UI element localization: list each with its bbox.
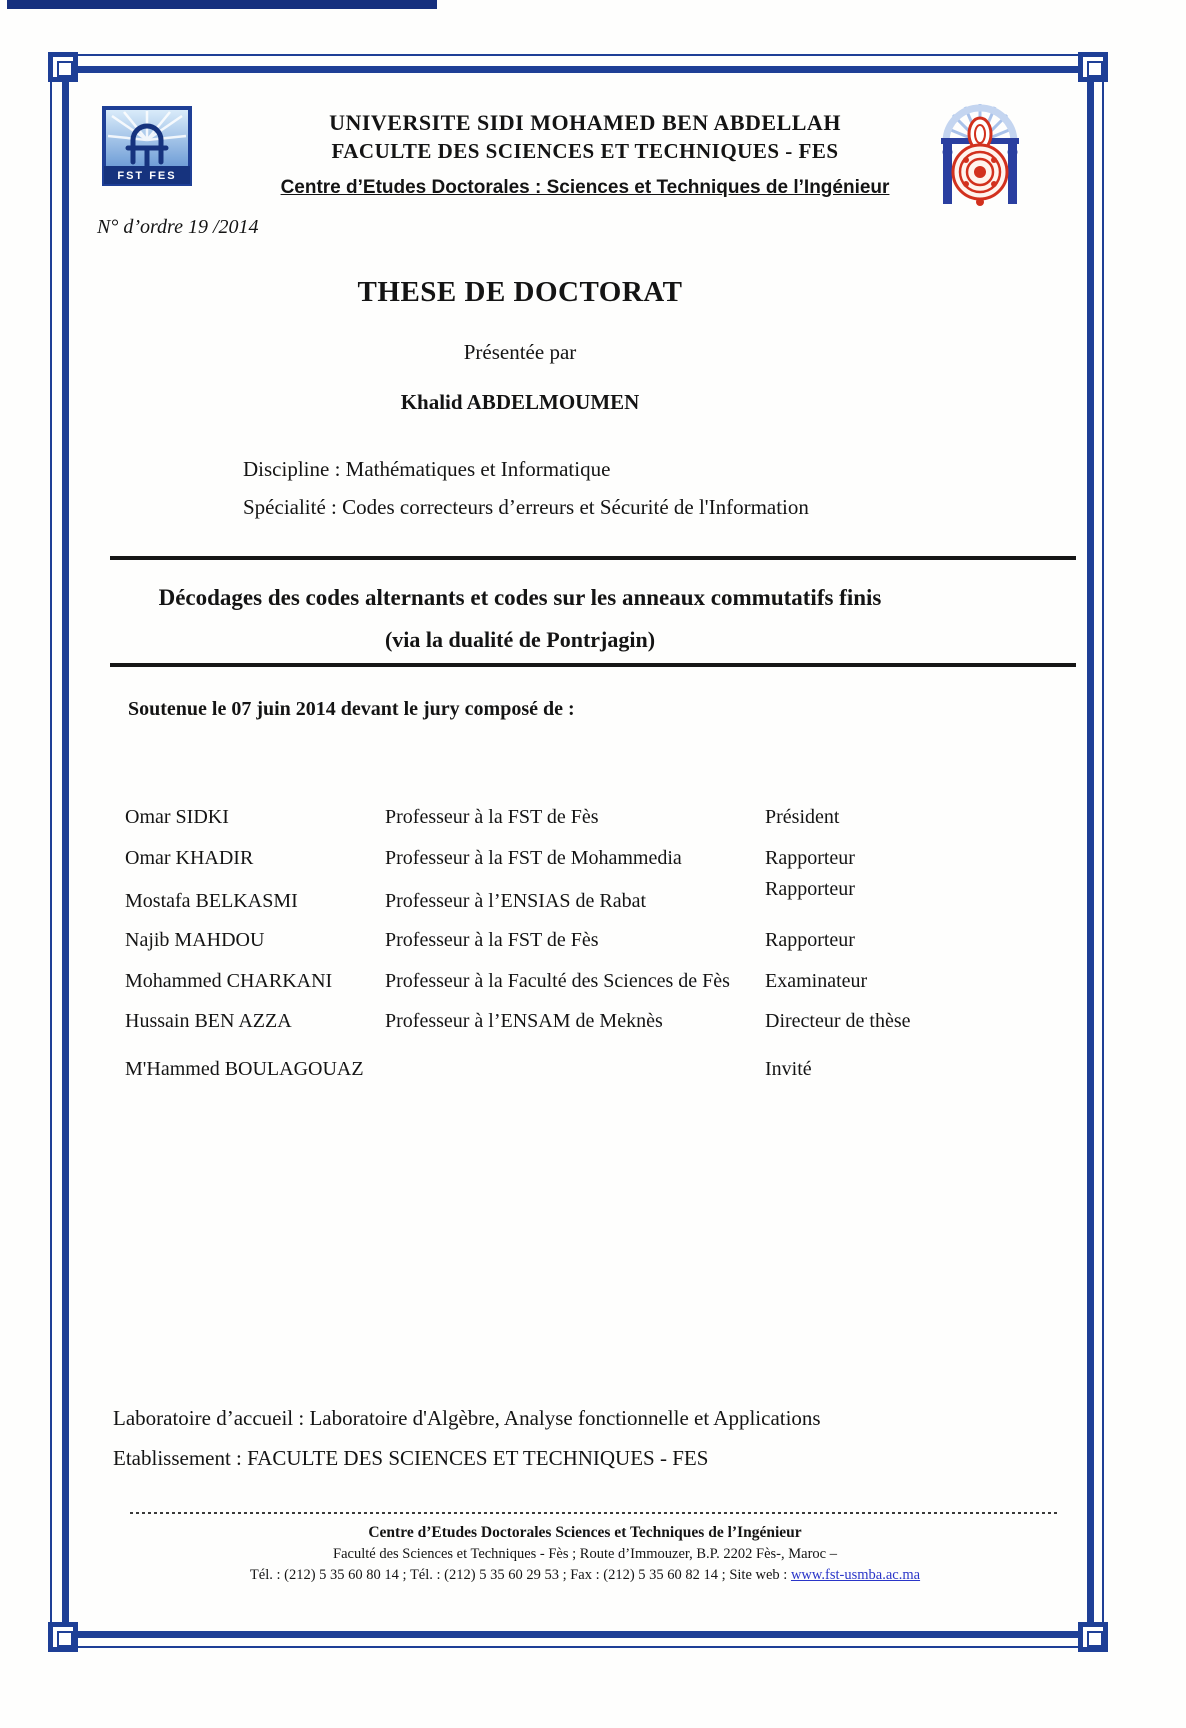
jury-member-role: Rapporteur xyxy=(765,878,855,900)
jury-member-name: Omar SIDKI xyxy=(125,806,229,828)
scan-top-strip xyxy=(7,0,437,9)
jury-member-name: Mostafa BELKASMI xyxy=(125,890,298,912)
document-type-title: THESE DE DOCTORAT xyxy=(357,276,683,308)
frame-corner-ornament xyxy=(48,52,78,82)
jury-member-role: Rapporteur xyxy=(765,847,855,869)
footer-block xyxy=(70,1524,1100,1584)
jury-row xyxy=(0,1058,1186,1088)
thesis-title-line2: (via la dualité de Pontrjagin) xyxy=(384,627,656,652)
title-rule-top xyxy=(110,556,1076,560)
thesis-title-line1: Décodages des codes alternants et codes sur les anneaux commutatifs finis xyxy=(158,585,882,610)
laboratory-block xyxy=(113,1398,821,1478)
jury-member-affiliation: Professeur à l’ENSIAS de Rabat xyxy=(385,890,647,912)
jury-row xyxy=(0,847,1186,877)
discipline-block xyxy=(243,450,809,526)
jury-member-affiliation: Professeur à l’ENSAM de Meknès xyxy=(385,1010,663,1032)
footer-center-name: Centre d’Etudes Doctorales Sciences et Techniques de l’Ingénieur xyxy=(368,1524,802,1541)
fst-logo-caption: FST FES xyxy=(117,170,177,182)
frame-corner-ornament xyxy=(1078,1622,1108,1652)
jury-row xyxy=(0,1010,1186,1040)
jury-row xyxy=(0,878,1186,920)
footer-contacts xyxy=(70,1567,1100,1584)
jury-row xyxy=(0,929,1186,959)
frame-corner-ornament xyxy=(1078,52,1108,82)
jury-member-affiliation: Professeur à la FST de Mohammedia xyxy=(385,847,682,869)
jury-member-affiliation: Professeur à la Faculté des Sciences de Fès xyxy=(385,970,730,992)
jury-member-name: Omar KHADIR xyxy=(125,847,254,869)
faculty-name: FACULTE DES SCIENCES ET TECHNIQUES - FES xyxy=(331,139,839,163)
specialty-line: Spécialité : Codes correcteurs d’erreurs et Sécurité de l'Information xyxy=(243,495,809,519)
order-number: N° d’ordre 19 /2014 xyxy=(97,216,259,238)
jury-member-name: Najib MAHDOU xyxy=(125,929,265,951)
discipline-line: Discipline : Mathématiques et Informatique xyxy=(243,457,611,481)
title-rule-bottom xyxy=(110,663,1076,667)
website-link[interactable]: www.fst-usmba.ac.ma xyxy=(790,1567,921,1583)
jury-member-role: Examinateur xyxy=(765,970,868,992)
institution-header xyxy=(200,110,970,199)
jury-member-role: Directeur de thèse xyxy=(765,1010,911,1032)
jury-member-name: Mohammed CHARKANI xyxy=(125,970,333,992)
jury-member-role: Président xyxy=(765,806,840,828)
fst-fes-logo xyxy=(102,106,192,186)
footer-address: Faculté des Sciences et Techniques - Fès ; Route d’Immouzer, B.P. 2202 Fès-, Maroc – xyxy=(333,1546,837,1562)
doctoral-center-name: Centre d’Etudes Doctorales : Sciences et Techniques de l’Ingénieur xyxy=(280,177,890,198)
jury-member-affiliation: Professeur à la FST de Fès xyxy=(385,929,599,951)
presented-by-label: Présentée par xyxy=(463,340,577,364)
frame-corner-ornament xyxy=(48,1622,78,1652)
jury-member-role: Rapporteur xyxy=(765,929,855,951)
university-name: UNIVERSITE SIDI MOHAMED BEN ABDELLAH xyxy=(329,110,841,135)
jury-member-role: Invité xyxy=(765,1058,812,1080)
jury-member-name: M'Hammed BOULAGOUAZ xyxy=(125,1058,364,1080)
jury-member-affiliation: Professeur à la FST de Fès xyxy=(385,806,599,828)
jury-row xyxy=(0,970,1186,1000)
jury-member-name: Hussain BEN AZZA xyxy=(125,1010,292,1032)
defense-date-line: Soutenue le 07 juin 2014 devant le jury composé de : xyxy=(128,698,575,720)
author-name: Khalid ABDELMOUMEN xyxy=(400,390,640,414)
footer-divider xyxy=(130,1512,1060,1514)
footer-phone-fax: Tél. : (212) 5 35 60 80 14 ; Tél. : (212) 5 35 60 29 53 ; Fax : (212) 5 35 60 82 14 ; Site web : xyxy=(249,1567,791,1583)
establishment-line: Etablissement : FACULTE DES SCIENCES ET TECHNIQUES - FES xyxy=(113,1446,709,1470)
laboratory-line: Laboratoire d’accueil : Laboratoire d'Algèbre, Analyse fonctionnelle et Applications xyxy=(113,1406,821,1430)
jury-row xyxy=(0,806,1186,836)
